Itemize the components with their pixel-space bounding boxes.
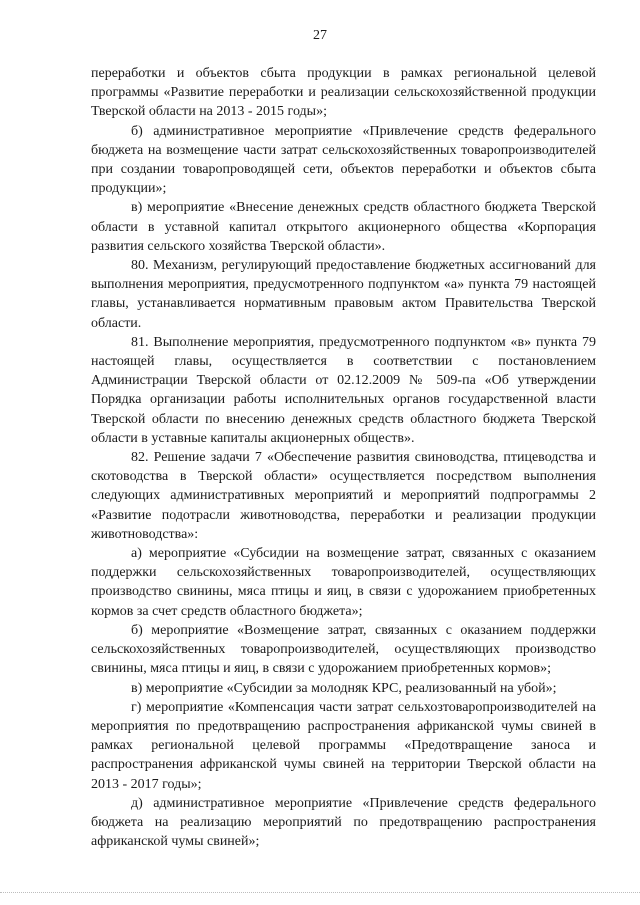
page-number: 27 bbox=[313, 28, 327, 43]
paragraph-82: 82. Решение задачи 7 «Обеспечение развития свиноводства, птицеводства и скотоводства в Тверской области» осуществляется посредством выполнения следующих административных мероприятий и мероприятий подпрограммы 2 «Развитие подотрасли животноводства, переработки и реализации продукции животноводства»: bbox=[91, 450, 596, 542]
paragraph-82-item-d: д) административное мероприятие «Привлечение средств федерального бюджета на реализацию мероприятий по предотвращению распространения африканской чумы свиней»; bbox=[91, 795, 596, 850]
paragraph-82-item-a: а) мероприятие «Субсидии на возмещение затрат, связанных с оказанием поддержки сельскохозяйственных товаропроизводителей, осуществляющих производство свинины, мяса птицы и яиц, в связи с удорожанием приобретенных кормов за счет средств областного бюджета»; bbox=[91, 546, 596, 619]
paragraph-81: 81. Выполнение мероприятия, предусмотренного подпунктом «в» пункта 79 настоящей главы, осуществляется в соответствии с постановлением Администрации Тверской области от 02.12.2009 № 509-па «Об утверждении Порядка организации работы исполнительных органов государственной власти Тверской области по внесению денежных средств областного бюджета Тверской области в уставные капиталы акционерных обществ». bbox=[91, 334, 596, 446]
paragraph-82-item-v: в) мероприятие «Субсидии за молодняк КРС, реализованный на убой»; bbox=[131, 680, 557, 696]
paragraph-80: 80. Механизм, регулирующий предоставление бюджетных ассигнований для выполнения мероприятия, предусмотренного подпунктом «а» пункта 79 настоящей главы, устанавливается нормативным правовым актом Правительства Тверской области. bbox=[91, 258, 596, 331]
paragraph-item-b: б) административное мероприятие «Привлечение средств федерального бюджета на возмещение части затрат сельскохозяйственных товаропроизводителей при создании товаропроводящей сети, объектов переработки и объектов сбыта продукции»; bbox=[91, 123, 596, 197]
paragraph-continuation: переработки и объектов сбыта продукции в рамках региональной целевой программы «Развитие переработки и реализации сельскохозяйственной продукции Тверской области на 2013 - 2015 годы»; bbox=[91, 66, 596, 120]
paragraph-82-item-b: б) мероприятие «Возмещение затрат, связанных с оказанием поддержки сельскохозяйственных товаропроизводителей, осуществляющих производство свинины, мяса птицы и яиц, в связи с удорожанием приобретенных кормов»; bbox=[91, 622, 596, 677]
paragraph-item-v: в) мероприятие «Внесение денежных средств областного бюджета Тверской области в уставной капитал открытого акционерного общества «Корпорация развития сельского хозяйства Тверской области». bbox=[91, 200, 596, 254]
paragraph-82-item-g: г) мероприятие «Компенсация части затрат сельхозтоваропроизводителей на мероприятия по предотвращению распространения африканской чумы свиней в рамках региональной целевой программы «Предотвращение заноса и распространения африканской чумы свиней на территории Тверской области на 2013 - 2017 годы»; bbox=[91, 699, 596, 792]
bottom-scan-edge bbox=[0, 892, 640, 893]
document-body bbox=[91, 64, 596, 851]
